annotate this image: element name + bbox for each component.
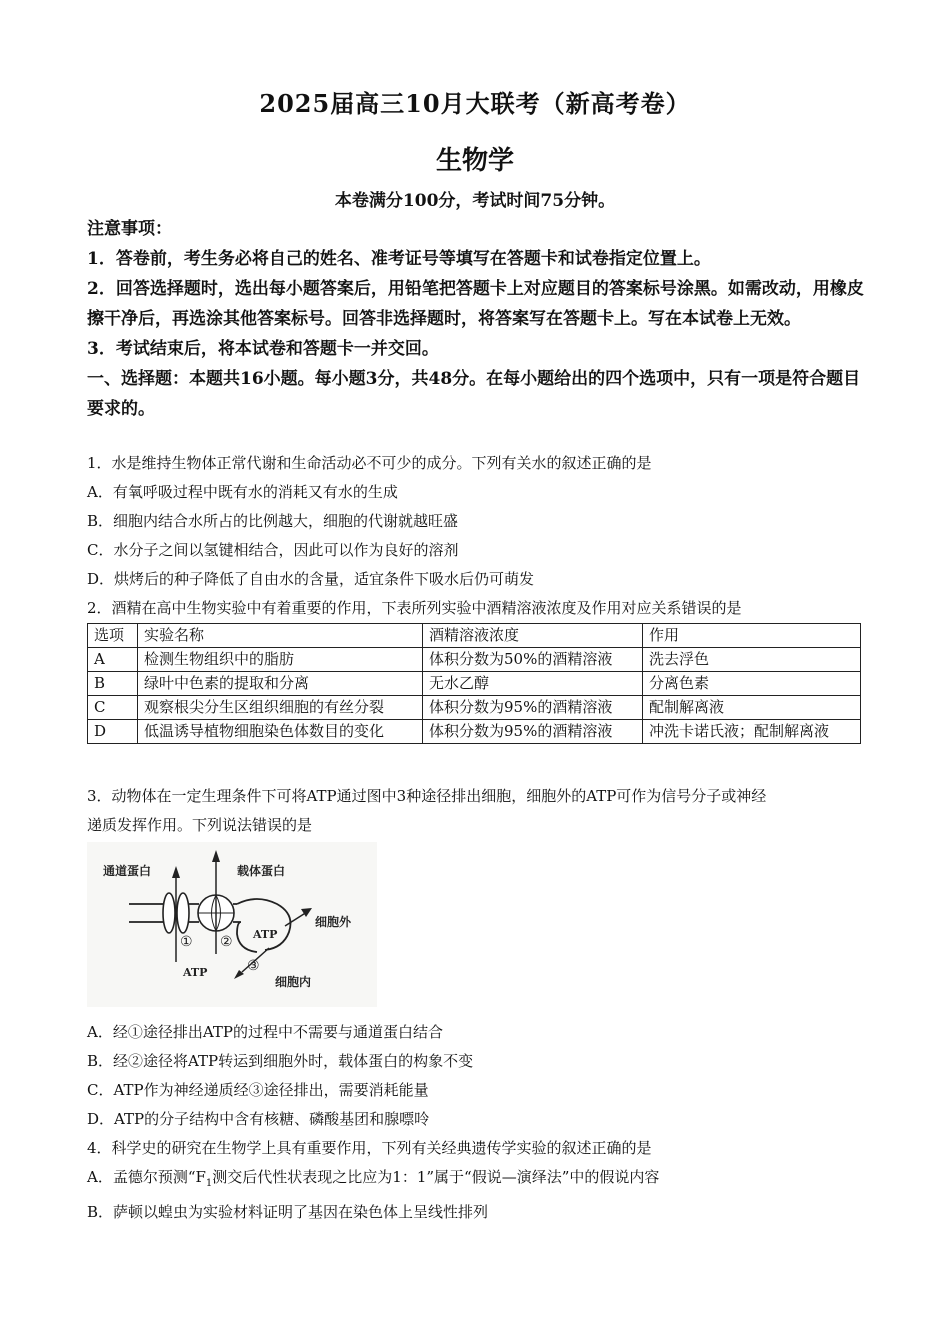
question-stem-cont: 递质发挥作用。下列说法错误的是	[87, 816, 313, 834]
notes-heading: 注意事项：	[87, 219, 172, 239]
question-3-stem	[87, 782, 867, 840]
outside-label: 细胞外	[315, 915, 352, 929]
note-item: 2．回答选择题时，选出每小题答案后，用铅笔把答题卡上对应题目的答案标号涂黑。如需改动，用橡皮擦干净后，再选涂其他答案标号。回答非选择题时，将答案写在答题卡上。写在本试卷上无效。	[87, 279, 864, 329]
table-cell: 冲洗卡诺氏液；配制解离液	[643, 720, 861, 744]
table-cell: C	[88, 696, 138, 720]
inside-label: 细胞内	[275, 975, 312, 989]
table-row	[88, 696, 861, 720]
carrier-label: 载体蛋白	[237, 864, 286, 878]
table-header: 实验名称	[138, 624, 423, 648]
vesicle-membrane	[237, 899, 291, 950]
question-1	[87, 449, 867, 623]
table-cell: 低温诱导植物细胞染色体数目的变化	[138, 720, 423, 744]
note-item: 1．答卷前，考生务必将自己的姓名、准考证号等填写在答题卡和试卷指定位置上。	[87, 249, 711, 269]
option-a: A．经①途径排出ATP的过程中不需要与通道蛋白结合	[87, 1023, 443, 1041]
table-cell: 观察根尖分生区组织细胞的有丝分裂	[138, 696, 423, 720]
question-stem: 3．动物体在一定生理条件下可将ATP通过图中3种途径排出细胞，细胞外的ATP可作为信号分子或神经	[87, 787, 767, 805]
channel-protein-left	[163, 893, 175, 933]
alcohol-table	[87, 623, 861, 744]
exam-info: 本卷满分100分，考试时间75分钟。	[334, 191, 616, 211]
channel-label: 通道蛋白	[103, 864, 152, 878]
table-cell: 配制解离液	[643, 696, 861, 720]
table-cell: 体积分数为95%的酒精溶液	[423, 720, 643, 744]
table-cell: D	[88, 720, 138, 744]
option-b: B．细胞内结合水所占的比例越大，细胞的代谢就越旺盛	[87, 512, 459, 530]
notes-section	[87, 214, 867, 424]
table-cell: 分离色素	[643, 672, 861, 696]
option-a: A．孟德尔预测“$F_1$测交后代性状表现之比应为1：1”属于“假说—演绎法”中的假说内容	[87, 1168, 660, 1189]
pathway-2-label: ②	[220, 934, 233, 950]
table-row	[88, 720, 861, 744]
option-d: D．烘烤后的种子降低了自由水的含量，适宜条件下吸水后仍可萌发	[87, 570, 535, 588]
table-cell: 检测生物组织中的脂肪	[138, 648, 423, 672]
diagram-svg	[87, 842, 377, 1007]
note-item: 3．考试结束后，将本试卷和答题卡一并交回。	[87, 339, 439, 359]
atp-transport-diagram	[87, 842, 377, 1007]
table-cell: 绿叶中色素的提取和分离	[138, 672, 423, 696]
table-header: 作用	[643, 624, 861, 648]
option-d: D．ATP的分子结构中含有核糖、磷酸基团和腺嘌呤	[87, 1110, 430, 1128]
channel-protein-right	[177, 893, 189, 933]
table-cell: 体积分数为95%的酒精溶液	[423, 696, 643, 720]
section-heading: 一、选择题：本题共16小题。每小题3分，共48分。在每小题给出的四个选项中，只有一项是符合题目要求的。	[87, 369, 861, 419]
exam-title: 2025届高三10月大联考（新高考卷）	[259, 89, 691, 118]
table-header-row	[88, 624, 861, 648]
pathway-1-label: ①	[180, 934, 193, 950]
table-row	[88, 672, 861, 696]
question-stem-2: 2．酒精在高中生物实验中有着重要的作用，下表所列实验中酒精溶液浓度及作用对应关系错误的是	[87, 599, 742, 617]
question-3-options	[87, 1018, 867, 1227]
membrane-line-bottom	[129, 922, 257, 952]
table-row	[88, 648, 861, 672]
atp-label: ATP	[183, 966, 208, 979]
table-cell: 无水乙醇	[423, 672, 643, 696]
table-cell: A	[88, 648, 138, 672]
atp-vesicle-label: ATP	[253, 928, 278, 941]
question-stem-4: 4．科学史的研究在生物学上具有重要作用，下列有关经典遗传学实验的叙述正确的是	[87, 1139, 652, 1157]
option-c: C．ATP作为神经递质经③途径排出，需要消耗能量	[87, 1081, 429, 1099]
pathway-3-label: ③	[247, 958, 260, 974]
option-a: A．有氧呼吸过程中既有水的消耗又有水的生成	[87, 483, 398, 501]
table-cell: 洗去浮色	[643, 648, 861, 672]
option-b: B．经②途径将ATP转运到细胞外时，载体蛋白的构象不变	[87, 1052, 474, 1070]
option-c: C．水分子之间以氢键相结合，因此可以作为良好的溶剂	[87, 541, 459, 559]
option-b: B．萨顿以蝗虫为实验材料证明了基因在染色体上呈线性排列	[87, 1203, 489, 1221]
subject-title: 生物学	[435, 146, 514, 176]
table-cell: 体积分数为50%的酒精溶液	[423, 648, 643, 672]
table-cell: B	[88, 672, 138, 696]
arrowhead-1	[172, 866, 180, 878]
table-header: 酒精溶液浓度	[423, 624, 643, 648]
table-header: 选项	[88, 624, 138, 648]
question-stem: 1．水是维持生物体正常代谢和生命活动必不可少的成分。下列有关水的叙述正确的是	[87, 454, 652, 472]
arrowhead-2	[212, 850, 220, 862]
